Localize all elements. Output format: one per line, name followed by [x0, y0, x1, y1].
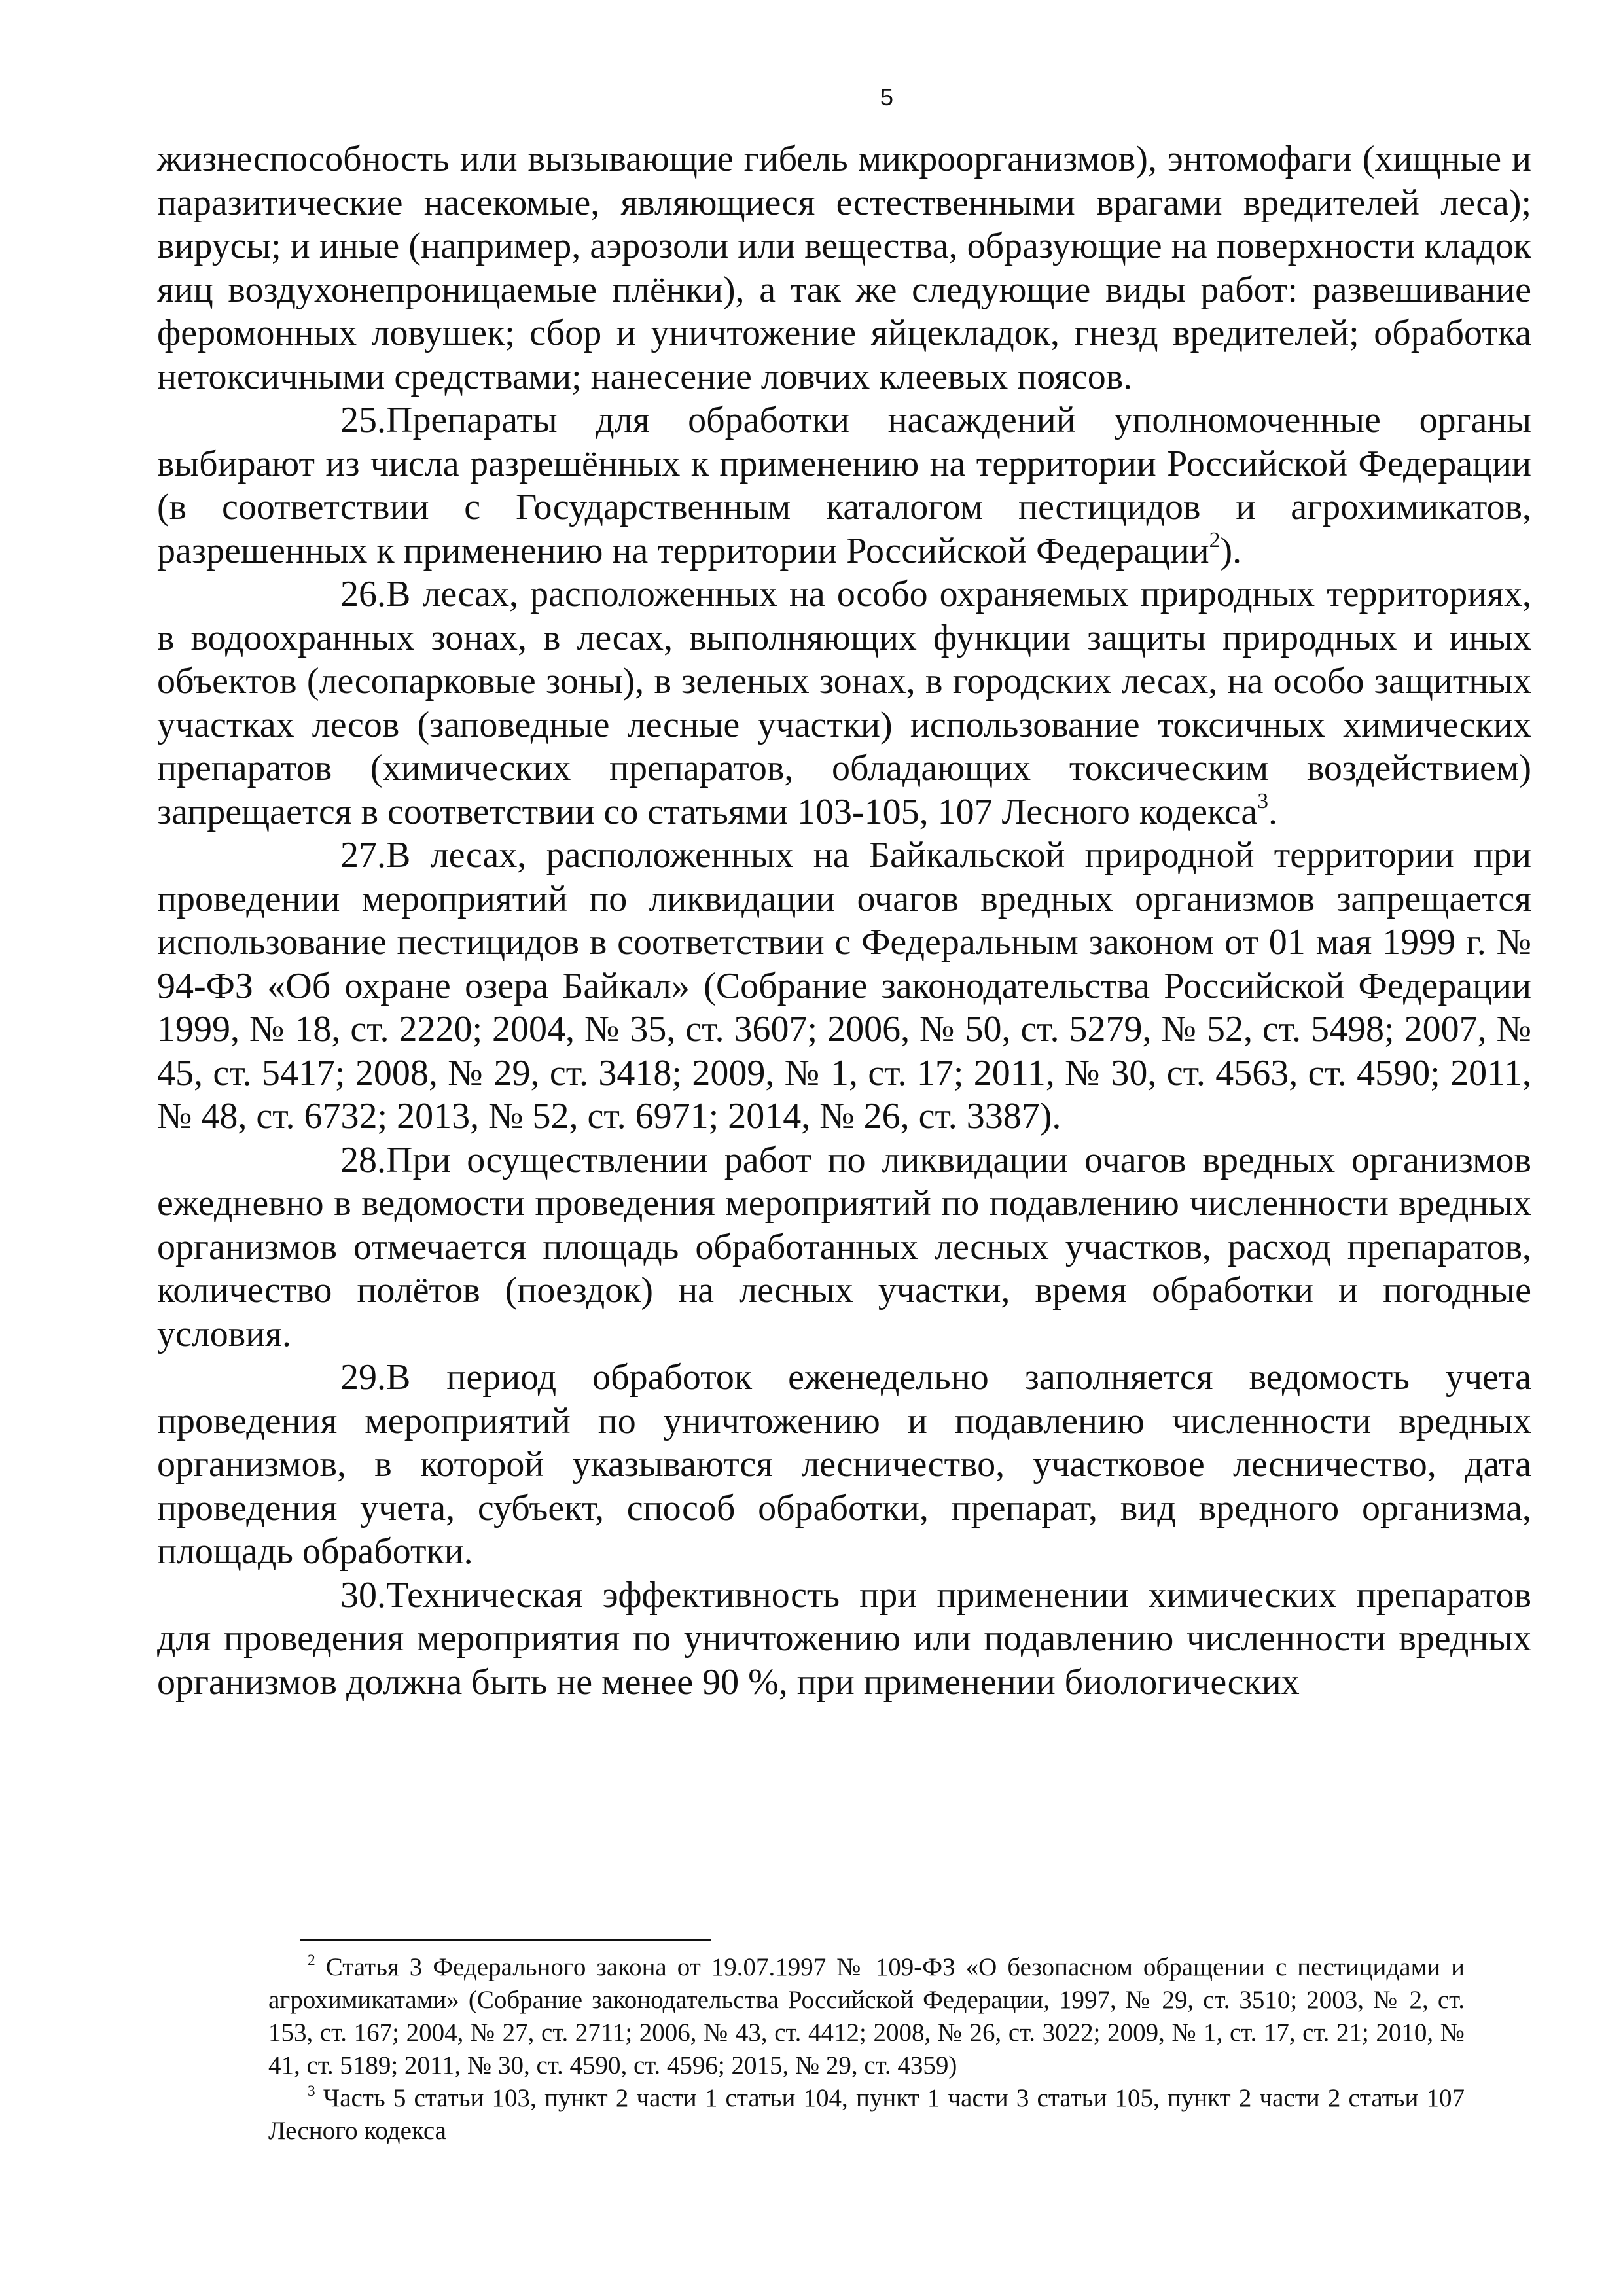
- paragraph-text: жизнеспособность или вызывающие гибель микроорганизмов), энтомофаги (хищные и паразитические насекомые, являющиеся естественными врагами вредителей леса); вирусы; и иные (например, аэрозоли или вещества, образующие на поверхности кладок яиц воздухонепроницаемые плёнки), а так же следующие виды работ: развешивание феромонных ловушек; сбор и уничтожение яйцекладок, гнезд вредителей; обработка нетоксичными средствами; нанесение ловчих клеевых поясов.: [157, 139, 1531, 397]
- document-body: [157, 137, 1531, 1704]
- paragraph-text-end: ).: [1220, 530, 1242, 571]
- paragraph-text: В лесах, расположенных на Байкальской природной территории при проведении мероприятий по ликвидации очагов вредных организмов запрещается использование пестицидов в соответствии с Федеральным законом от 01 мая 1999 г. № 94-ФЗ «Об охране озера Байкал» (Собрание законодательства Российской Федерации 1999, № 18, ст. 2220; 2004, № 35, ст. 3607; 2006, № 50, ст. 5279, № 52, ст. 5498; 2007, № 45, ст. 5417; 2008, № 29, ст. 3418; 2009, № 1, ст. 17; 2011, № 30, ст. 4563, ст. 4590; 2011, № 48, ст. 6732; 2013, № 52, ст. 6971; 2014, № 26, ст. 3387).: [157, 835, 1531, 1137]
- paragraph-number: 25.: [340, 400, 386, 440]
- paragraph-text: При осуществлении работ по ликвидации очагов вредных организмов ежедневно в ведомости проведения мероприятий по подавлению численности вредных организмов отмечается площадь обработанных лесных участков, расход препаратов, количество полётов (поездок) на лесных участки, время обработки и погодные условия.: [157, 1139, 1531, 1354]
- paragraph-number: 26.: [340, 574, 386, 614]
- footnote-text: Статья 3 Федерального закона от 19.07.1997 № 109-ФЗ «О безопасном обращении с пестицидами и агрохимикатами» (Собрание законодательства Российской Федерации, 1997, № 29, ст. 3510; 2003, № 2, ст. 153, ст. 167; 2004, № 27, ст. 2711; 2006, № 43, ст. 4412; 2008, № 26, ст. 3022; 2009, № 1, ст. 17, ст. 21; 2010, № 41, ст. 5189; 2011, № 30, ст. 4590, ст. 4596; 2015, № 29, ст. 4359): [268, 1953, 1465, 2079]
- paragraph-text: Препараты для обработки насаждений уполномоченные органы выбирают из числа разрешённых к применению на территории Российской Федерации (в соответствии с Государственным каталогом пестицидов и агрохимикатов, разрешенных к применению на территории Российской Федерации: [157, 400, 1531, 571]
- paragraph-30: [157, 1574, 1531, 1704]
- footnote-mark: 3: [308, 2082, 315, 2100]
- footnote-3: [268, 2082, 1465, 2147]
- paragraph-27: [157, 834, 1531, 1139]
- paragraph-continuation: [157, 137, 1531, 398]
- footnotes: [268, 1951, 1465, 2147]
- footnote-text: Часть 5 статьи 103, пункт 2 части 1 статьи 104, пункт 1 части 3 статьи 105, пункт 2 части 2 статьи 107 Лесного кодекса: [268, 2084, 1465, 2145]
- paragraph-25: [157, 398, 1531, 573]
- footnote-reference: 3: [1257, 789, 1268, 814]
- paragraph-26: [157, 573, 1531, 834]
- paragraph-text-end: .: [1268, 791, 1277, 832]
- paragraph-28: [157, 1139, 1531, 1356]
- paragraph-number: 30.: [340, 1574, 386, 1616]
- footnote-mark: 2: [308, 1951, 315, 1969]
- paragraph-number: 27.: [340, 835, 386, 875]
- paragraph-number: 28.: [340, 1139, 386, 1180]
- paragraph-text: Техническая эффективность при применении химических препаратов для проведения мероприятия по уничтожению или подавлению численности вредных организмов должна быть не менее 90 %, при применении биологических: [157, 1574, 1531, 1703]
- footnote-separator: [300, 1939, 711, 1941]
- paragraph-29: [157, 1356, 1531, 1574]
- paragraph-text: В период обработок еженедельно заполняется ведомость учета проведения мероприятий по уничтожению и подавлению численности вредных организмов, в которой указываются лесничество, участковое лесничество, дата проведения учета, субъект, способ обработки, препарат, вид вредного организма, площадь обработки.: [157, 1357, 1531, 1572]
- footnote-reference: 2: [1209, 528, 1221, 553]
- page-number: 5: [880, 84, 894, 111]
- paragraph-number: 29.: [340, 1357, 386, 1398]
- footnote-2: [268, 1951, 1465, 2082]
- paragraph-text: В лесах, расположенных на особо охраняемых природных территориях, в водоохранных зонах, в лесах, выполняющих функции защиты природных и иных объектов (лесопарковые зоны), в зеленых зонах, в городских лесах, на особо защитных участках лесов (заповедные лесные участки) использование токсичных химических препаратов (химических препаратов, обладающих токсическим воздействием) запрещается в соответствии со статьями 103-105, 107 Лесного кодекса: [157, 574, 1531, 832]
